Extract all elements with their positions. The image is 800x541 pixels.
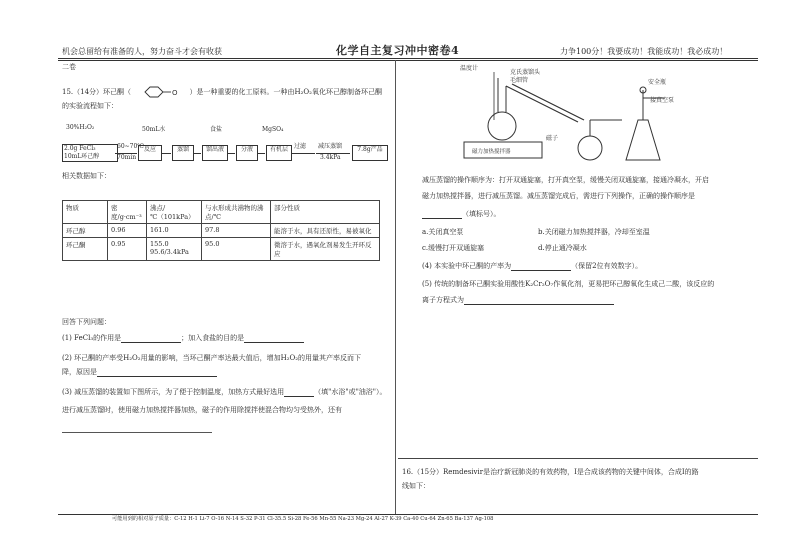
q15-part5b-text: 离子方程式为 — [422, 296, 464, 304]
q15-part4-text-b: （保留2位有效数字）。 — [571, 262, 643, 270]
flow-arrow-5 — [257, 153, 265, 154]
label-safety-flask: 安全瓶 — [648, 79, 667, 86]
flow-arrow-1 — [115, 153, 137, 154]
flow-reagent-salt: 食盐 — [210, 126, 223, 133]
flow-step-vacuum: 减压蒸馏 — [318, 143, 343, 150]
footer-atomic-masses: 可能用到的相对原子质量：C-12 H-1 Li-7 O-16 N-14 S-32 P-31 Cl-35.5 Si-28 Fe-56 Mn-55 Na-23 Mg-24 Al-27 K-39 Ca-40 Cu-64 Zn-65 Ba-137 Ag-108 — [112, 516, 494, 522]
label-claisen-head: 克氏蒸馏头 — [510, 69, 541, 76]
option-c: c.缓慢打开双通旋塞 — [422, 244, 485, 252]
option-a: a.关闭真空泵 — [422, 228, 464, 236]
q15-part3 — [62, 388, 387, 397]
q15-part2b — [62, 368, 217, 377]
q15-part3d: 减压蒸馏的操作顺序为：打开双通旋塞，打开真空泵，缓慢关闭双通旋塞，接通冷凝水，开启 — [422, 176, 709, 184]
answer-blank[interactable] — [121, 335, 181, 343]
header-slogan: 力争100分！我要成功！我能成功！我必成功！ — [560, 47, 728, 56]
table-row — [63, 238, 380, 261]
table-cell: 97.8 — [202, 224, 271, 238]
label-capillary: 毛细管 — [510, 77, 529, 84]
header-divider — [58, 58, 758, 59]
q16-text-2: 线如下： — [402, 482, 430, 490]
table-header-cell: 与水形成共沸物的沸点/℃ — [202, 201, 271, 224]
q15-intro-a: 15.（14分）环己酮（ — [62, 88, 132, 96]
label-thermometer: 温度计 — [460, 65, 479, 72]
flow-reagent-mgso4: MgSO₄ — [262, 126, 284, 133]
flow-arrow-6 — [291, 153, 315, 154]
table-cell: 微溶于水，遇氧化剂易发生开环反应 — [271, 238, 380, 261]
q15-part4 — [422, 262, 642, 271]
answer-blank[interactable] — [97, 369, 217, 377]
flow-arrow-7 — [316, 153, 350, 154]
answer-blank[interactable] — [284, 389, 314, 397]
q15-part3c: 进行减压蒸馏时，使用磁力加热搅拌器加热，磁子的作用除搅拌使混合物均匀受热外，还有 — [62, 406, 342, 414]
flow-time: 70min — [117, 154, 137, 161]
q15-part3e: 磁力加热搅拌器，进行减压蒸馏。减压蒸馏完成后，需进行下列操作，正确的操作顺序是 — [422, 192, 695, 200]
table-cell: 155.0 95.6/3.4kPa — [147, 238, 202, 261]
answer-blank[interactable] — [464, 297, 614, 305]
answer-blank[interactable] — [422, 211, 462, 219]
table-cell: 0.95 — [108, 238, 147, 261]
flow-reagent-water: 50mL水 — [142, 126, 166, 133]
vacuum-distillation-apparatus — [450, 60, 690, 170]
header-motto: 机会总留给有准备的人，努力奋斗才会有收获 — [62, 47, 222, 56]
table-cell: 环己酮 — [63, 238, 108, 261]
flow-start-box — [62, 144, 118, 162]
q15-part3-text-b: （填"水浴"或"油浴"）。 — [314, 388, 387, 396]
q15-part2: (2) 环己酮的产率受H₂O₂用量的影响，当环己酮产率达最大值后，增加H₂O₂的用量其产率反而下 — [62, 354, 362, 362]
q15-part1 — [62, 334, 304, 343]
answer-line[interactable] — [62, 432, 212, 433]
section-label: 二卷 — [62, 63, 76, 71]
label-stirrer: 磁力加热搅拌器 — [472, 149, 511, 155]
table-cell: 161.0 — [147, 224, 202, 238]
table-cell: 0.96 — [108, 224, 147, 238]
flow-arrow-2 — [161, 153, 171, 154]
cyclohexanone-structure — [133, 85, 187, 99]
table-header-cell: 物质 — [63, 201, 108, 224]
answer-blank[interactable] — [511, 263, 571, 271]
flow-pressure: 3.4kPa — [320, 154, 341, 161]
option-d: d.停止通冷凝水 — [538, 244, 587, 252]
page-title: 化学自主复习冲中密卷4 — [336, 44, 460, 57]
flow-reagent-alcohol: 10mL环己醇 — [64, 153, 100, 160]
table-header-cell: 密度/g·cm⁻³ — [108, 201, 147, 224]
flow-box-product: 7.8g产品 — [352, 145, 388, 161]
flow-reagent-fecl3: 2.0g FeCl₃ — [64, 145, 96, 152]
q15-intro-c: 的实验流程如下： — [62, 102, 118, 110]
label-stir-bar: 磁子 — [546, 135, 559, 142]
table-cell: 能溶于水，具有还原性，易被氧化 — [271, 224, 380, 238]
flow-reagent-h2o2: 30%H₂O₂ — [66, 124, 95, 131]
flow-step-filter: 过滤 — [294, 143, 307, 150]
flow-box-distill: 蒸馏 — [172, 145, 194, 161]
answer-blank[interactable] — [244, 335, 304, 343]
flow-box-organic: 有机层 — [266, 145, 292, 161]
table-header-cell: 沸点/℃（101kPa） — [147, 201, 202, 224]
q15-intro — [62, 85, 382, 99]
flow-box-separate: 分液 — [236, 145, 258, 161]
table-cell: 环己醇 — [63, 224, 108, 238]
q15-part1-text-b: ；加入食盐的目的是 — [181, 334, 245, 342]
q15-part3-text: (3) 减压蒸馏的装置如下图所示，为了便于控制温度，加热方式最好选用 — [62, 388, 285, 396]
flow-box-distillate: 馏出液 — [202, 145, 228, 161]
properties-table — [62, 200, 380, 261]
q15-part2b-text: 降，原因是 — [62, 368, 97, 376]
q15-part5b — [422, 296, 614, 305]
q15-intro-b: ）是一种重要的化工原料。一种由H₂O₂氧化环己醇制备环己酮 — [189, 88, 382, 96]
table-header-cell: 部分性质 — [271, 201, 380, 224]
flow-arrow-3 — [193, 153, 201, 154]
q16-text: 16.（15分）Remdesivir是治疗新冠肺炎的有效药物，I是合成该药物的关键中间体，合成I的路 — [402, 468, 699, 476]
flow-box-reaction: 反应 — [138, 145, 162, 161]
svg-text:O: O — [172, 89, 178, 97]
option-b: b.关闭磁力加热搅拌器，冷却至室温 — [538, 228, 650, 236]
q15-part1-text: (1) FeCl₃的作用是 — [62, 334, 122, 342]
q15-part3f — [422, 210, 501, 219]
q15-part3f-text: （填标号）。 — [462, 210, 501, 218]
flow-condition: 60~70℃ — [117, 143, 145, 150]
table-header-row — [63, 201, 380, 224]
table-row — [63, 224, 380, 238]
flow-arrow-4 — [227, 153, 235, 154]
label-vacuum-pump: 接真空泵 — [650, 97, 675, 104]
column-divider — [395, 60, 396, 515]
q15-data-label: 相关数据如下： — [62, 172, 111, 180]
q16-divider — [398, 458, 758, 459]
q15-answer-label: 回答下列问题： — [62, 318, 111, 326]
q15-part4-text: (4) 本实验中环己酮的产率为 — [422, 262, 512, 270]
q15-part5: (5) 传统的制备环己酮实验用酸性K₂Cr₂O₇作氧化剂，更易把环己醇氧化生成己二酸，该反应的 — [422, 280, 715, 288]
table-cell: 95.0 — [202, 238, 271, 261]
